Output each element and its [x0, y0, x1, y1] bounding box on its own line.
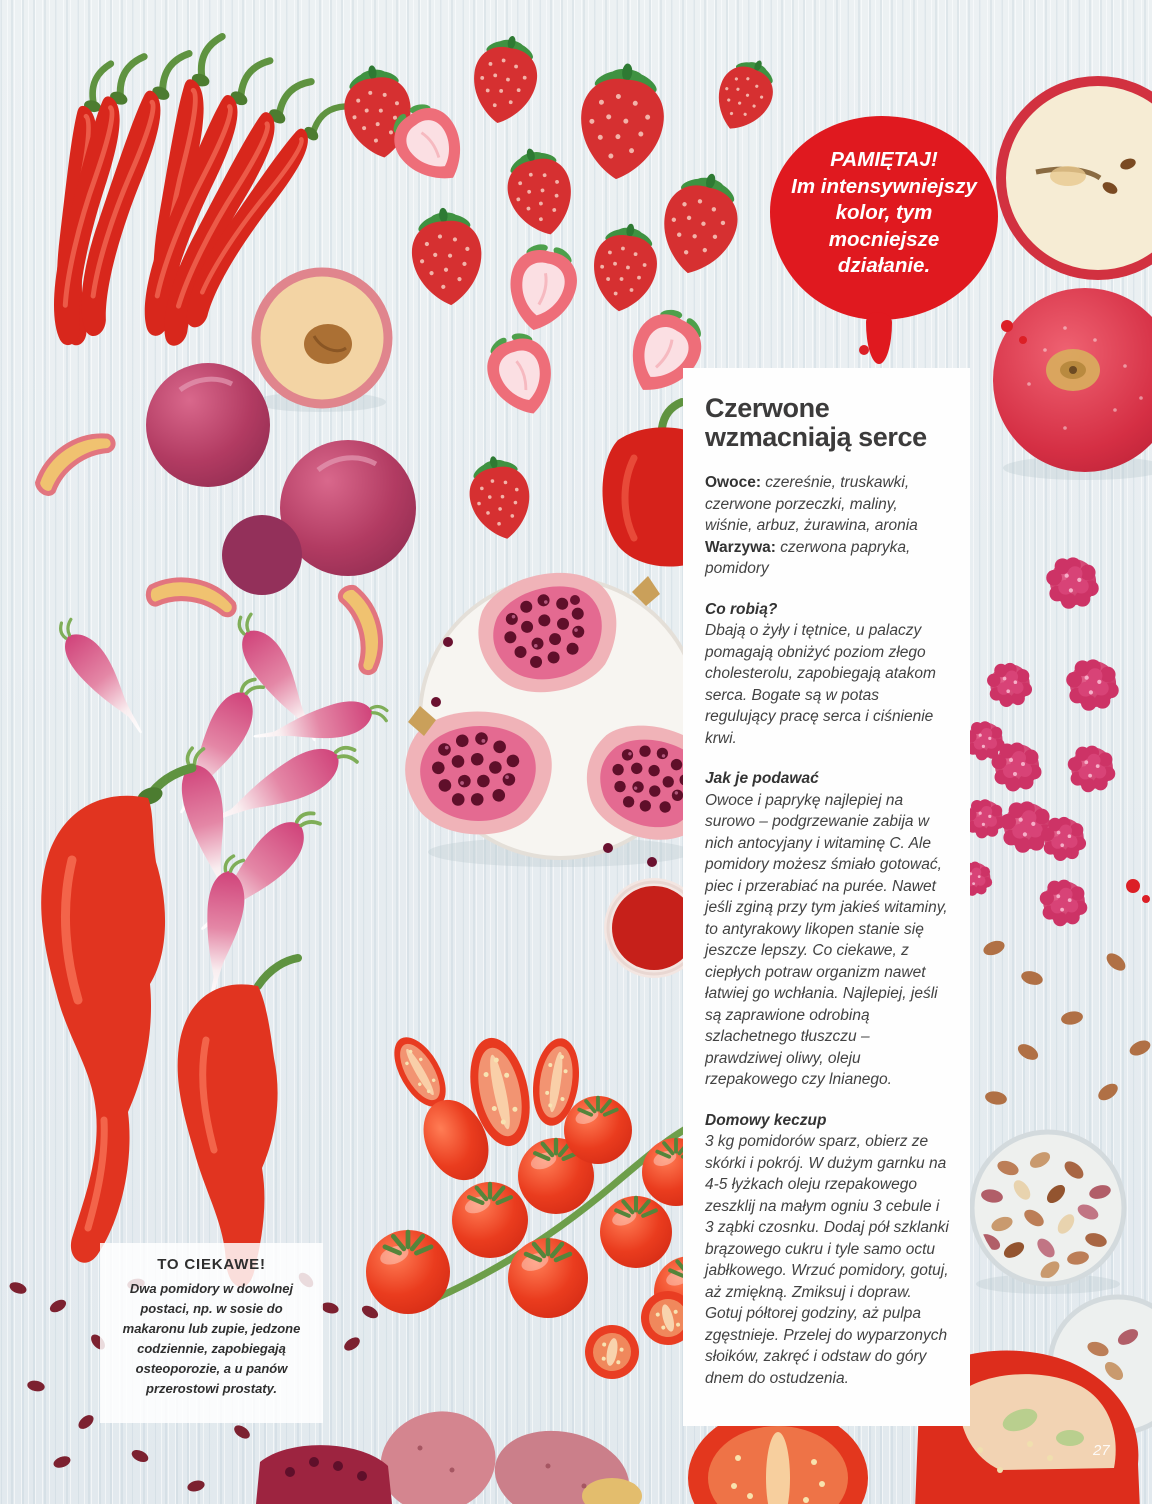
article-section-what-they-do — [705, 599, 949, 750]
article-box — [683, 368, 970, 1426]
curiosity-note — [100, 1243, 323, 1423]
section-body: 3 kg pomidorów sparz, obierz ze skórki i pokrój. W dużym garnku na 4-5 łyżkach oleju rzepakowego zeszklij na małym ogniu 3 cebule i 3 ząbki czosnku. Dodaj pół szklanki brązowego cukru i tyle samo octu jabłkowego. Wrzuć pomidory, gotuj, aż zmiękną. Zmiksuj i dopraw. Gotuj półtorej godziny, aż pulpa zgęstnieje. Przelej do wyparzonych słoików, zakręć i odstaw do góry dnem do ostudzenia. — [705, 1133, 949, 1387]
article-section-homemade-ketchup — [705, 1110, 949, 1390]
section-heading: Jak je podawać — [705, 770, 819, 787]
article-title: Czerwone wzmacniają serce — [705, 393, 927, 452]
intro-label-vegetables: Warzywa: — [705, 538, 776, 556]
brown-beans — [981, 938, 1152, 1106]
pointed-pepper-2 — [178, 958, 298, 1287]
note-title: TO CIEKAWE! — [157, 1256, 266, 1273]
apple-whole — [993, 288, 1152, 472]
pointed-pepper-1 — [41, 768, 192, 1263]
badge-line: działanie. — [837, 254, 931, 277]
page-number: 27 — [1093, 1442, 1110, 1459]
tomato-vine — [366, 1096, 726, 1383]
section-body: Dbają o żyły i tętnice, u palaczy pomagają obniżyć poziom złego cholesterolu, zapobiegają atakom serca. Bogate są w potas regulujący pracę serca i ciśnienie krwi. — [705, 622, 936, 747]
badge-line: PAMIĘTAJ! — [830, 148, 938, 171]
potatoes — [369, 1399, 642, 1504]
apple-half — [1001, 81, 1152, 275]
note-body: Dwa pomidory w dowolnej postaci, np. w sosie do makaronu lub zupie, jedzone codziennie, zapobiegają osteoporozie, a u panów przerostowi prostaty. — [122, 1281, 301, 1396]
badge-line: kolor, tym — [835, 201, 933, 224]
badge-line: mocniejsze — [828, 227, 940, 251]
section-heading: Domowy keczup — [705, 1111, 827, 1129]
section-heading: Co robią? — [705, 600, 778, 618]
pomegranate-piece — [256, 1445, 392, 1504]
section-body: Owoce i paprykę najlepiej na surowo – podgrzewanie zabija w nich antocyjany i witaminę C. Ale pomidory możesz śmiało gotować, piec i przerabiać na purée. Nawet jeśli zginą przy tym jakieś witaminy, to antyrakowy likopen stanie się jeszcze lepszy. Co ciekawe, z ciepłych potraw organizm nawet łatwiej go wchłania. Najlepiej, jeśli są zaprawione odrobiną szlachetnego tłuszczu – prawdziwej oliwy, oleju rzepakowego czy lnianego. — [705, 791, 948, 1088]
article-intro: Owoce: czereśnie, truskawki, czerwone porzeczki, maliny, wiśnie, arbuz, żurawina, aronia Warzywa: czerwona papryka, pomidory — [705, 474, 918, 577]
article-section-how-to-serve — [705, 768, 949, 1091]
peach-half — [256, 272, 388, 404]
bean-bowl — [972, 1132, 1124, 1284]
badge-line: Im intensywniejszy — [791, 174, 977, 198]
raspberries — [957, 557, 1119, 926]
intro-label-fruits: Owoce: — [705, 474, 761, 491]
